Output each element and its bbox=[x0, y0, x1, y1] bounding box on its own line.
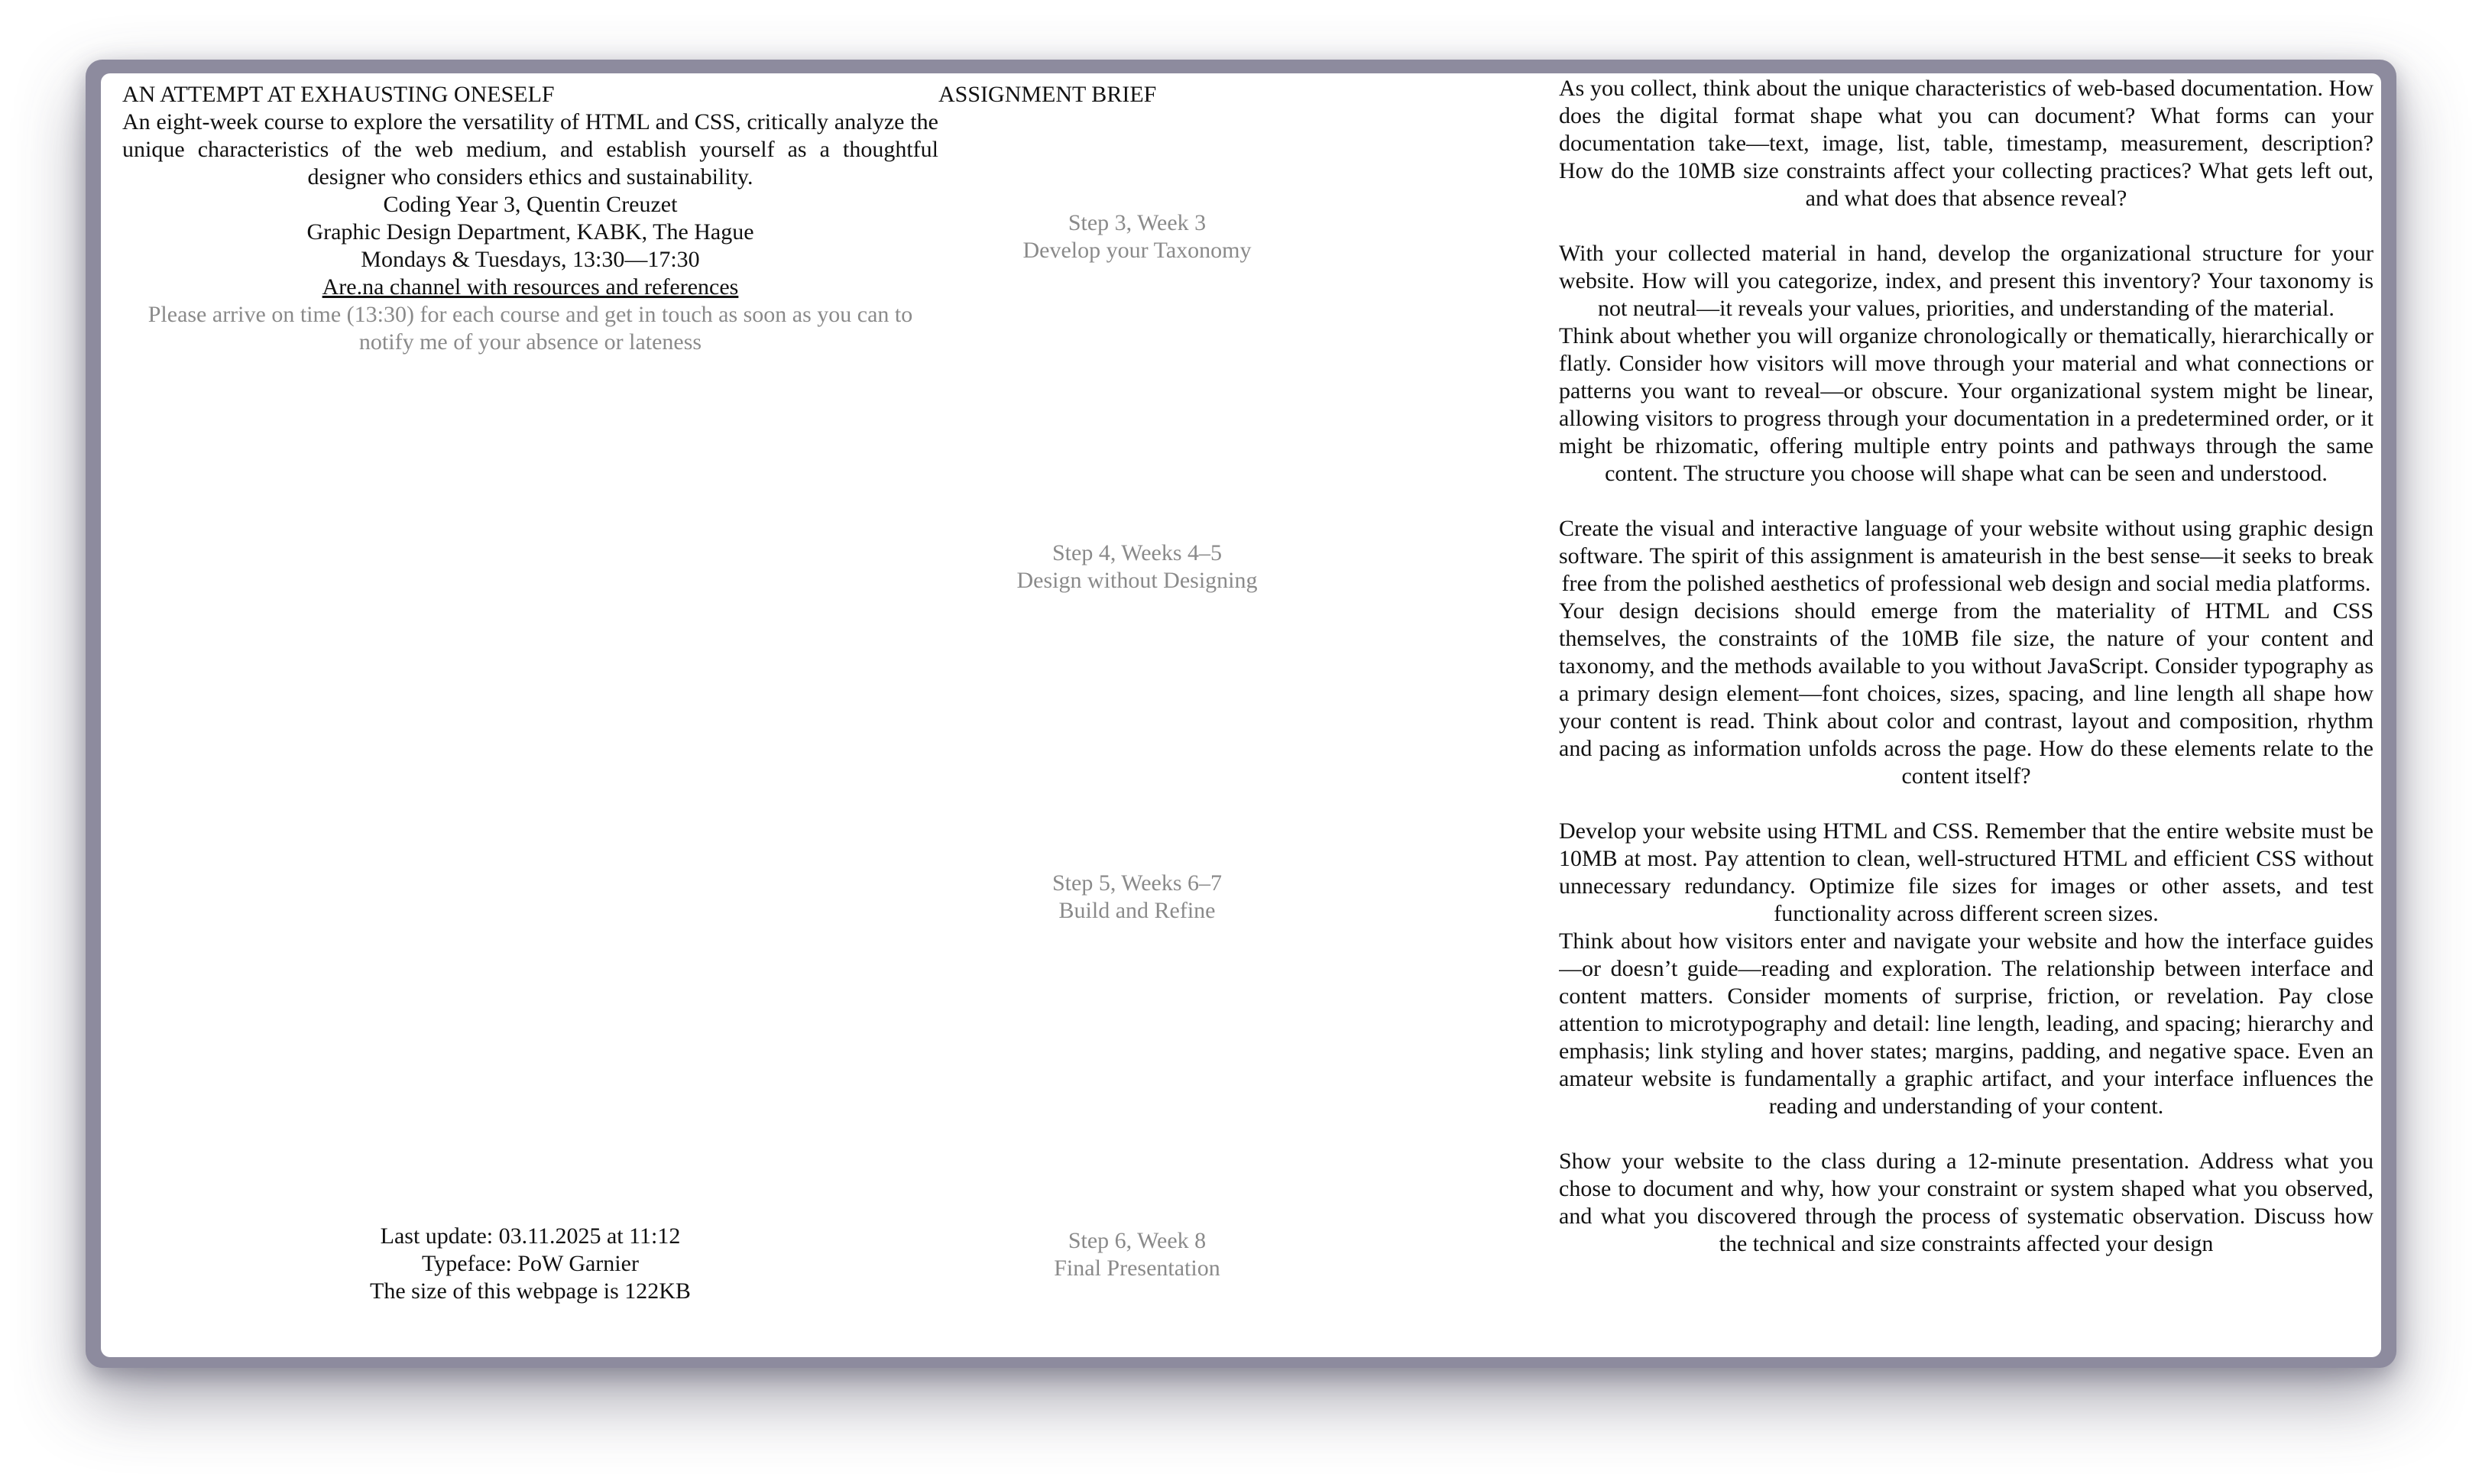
browser-window bbox=[86, 60, 2396, 1368]
step-4-heading bbox=[938, 539, 1336, 595]
step-label: Step 4, Weeks 4–5 bbox=[1051, 540, 1222, 565]
page-viewport[interactable] bbox=[101, 73, 2381, 1357]
step-6-heading bbox=[938, 1227, 1336, 1282]
course-intro: An eight-week course to explore the versatility of HTML and CSS, critically analyze the unique characteristics of the web medium, and establish yourself as a thoughtful designer who considers ethics and sustainability. bbox=[122, 109, 938, 190]
step-label: Step 3, Week 3 bbox=[1068, 210, 1207, 235]
step-3-heading bbox=[938, 209, 1336, 264]
paragraph: Your design decisions should emerge from the materiality of HTML and CSS themselves, the constraints of the 10MB file size, the nature of your content and taxonomy, and the methods available to you without JavaScript. Consider typography as a primary design element—font choices, sizes, spacing, and line length all shape how your content is read. Think about color and contrast, layout and composition, rhythm and pacing as information unfolds across the page. How do these elements relate to the content itself? bbox=[1559, 598, 2373, 789]
attendance-notice: Please arrive on time (13:30) for each course and get in touch as soon as you can to notify me of your absence or lateness bbox=[147, 302, 913, 355]
course-name: Coding Year 3, Quentin Creuzet bbox=[383, 192, 678, 217]
assignment-brief-title: ASSIGNMENT BRIEF bbox=[938, 82, 1157, 107]
department: Graphic Design Department, KABK, The Hague bbox=[306, 219, 754, 245]
paragraph: Think about how visitors enter and navigate your website and how the interface guides—or doesn’t guide—reading and exploration. The relationship between interface and content matters. Consider moments of surprise, friction, or revelation. Pay close attention to microtypography and detail: line length, leading, and spacing; hierarchy and emphasis; link styling and hover states; margins, padding, and negative space. Even an amateur website is fundamentally a graphic artifact, and your interface influences the reading and understanding of your content. bbox=[1559, 928, 2373, 1119]
paragraph: As you collect, think about the unique characteristics of web-based documentation. How does the digital format shape what you can document? What forms can your documentation take—text, image, list, table, timestamp, measurement, description? How do the 10MB size constraints affect your collecting practices? What gets left out, and what does that absence reveal? bbox=[1559, 76, 2373, 211]
step-label: Step 5, Weeks 6–7 bbox=[1051, 870, 1222, 896]
paragraph: Develop your website using HTML and CSS. Remember that the entire website must be 10MB at most. Pay attention to clean, well-structured HTML and efficient CSS without unnecessary redundancy. Optimize file sizes for images or other assets, and test functionality across different screen sizes. bbox=[1559, 818, 2373, 926]
step-name: Final Presentation bbox=[1054, 1256, 1220, 1281]
paragraph: Show your website to the class during a 12-minute presentation. Address what you chose to document and why, how your constraint or system shaped what you observed, and what you discovered through the process of systematic observation. Discuss how the technical and size constraints affected your design bbox=[1559, 1149, 2373, 1256]
page-size-info: The size of this webpage is 122KB bbox=[370, 1278, 691, 1304]
last-update: Last update: 03.11.2025 at 11:12 bbox=[380, 1223, 681, 1249]
assignment-steps-column bbox=[938, 73, 1336, 1357]
step-5-heading bbox=[938, 870, 1336, 925]
assignment-text-column bbox=[1559, 73, 2373, 1357]
schedule: Mondays & Tuesdays, 13:30—17:30 bbox=[361, 247, 700, 272]
step-name: Build and Refine bbox=[1058, 898, 1216, 923]
typeface-info: Typeface: PoW Garnier bbox=[422, 1251, 639, 1276]
paragraph: Think about whether you will organize chronologically or thematically, hierarchically or flatly. Consider how visitors will move through your material and what connections or patterns you want to reveal—or obscure. Your organizational system might be linear, allowing visitors to progress through your documentation in a predetermined order, or it might be rhizomatic, offering multiple entry points and pathways through the same content. The structure you choose will shape what can be seen and understood. bbox=[1559, 323, 2373, 486]
course-title: AN ATTEMPT AT EXHAUSTING ONESELF bbox=[122, 82, 555, 107]
page-footer-info bbox=[122, 1223, 938, 1305]
step-name: Develop your Taxonomy bbox=[1022, 238, 1252, 263]
paragraph: With your collected material in hand, develop the organizational structure for your website. How will you categorize, index, and present this inventory? Your taxonomy is not neutral—it reveals your values, priorities, and understanding of the material. bbox=[1559, 241, 2373, 321]
step-name: Design without Designing bbox=[1016, 568, 1258, 593]
step-label: Step 6, Week 8 bbox=[1068, 1228, 1207, 1253]
arena-channel-link[interactable]: Are.na channel with resources and references bbox=[322, 274, 739, 300]
course-info-column bbox=[122, 73, 938, 1357]
paragraph: Create the visual and interactive language of your website without using graphic design software. The spirit of this assignment is amateurish in the best sense—it seeks to break free from the polished aesthetics of professional web design and social media platforms. bbox=[1559, 516, 2373, 596]
